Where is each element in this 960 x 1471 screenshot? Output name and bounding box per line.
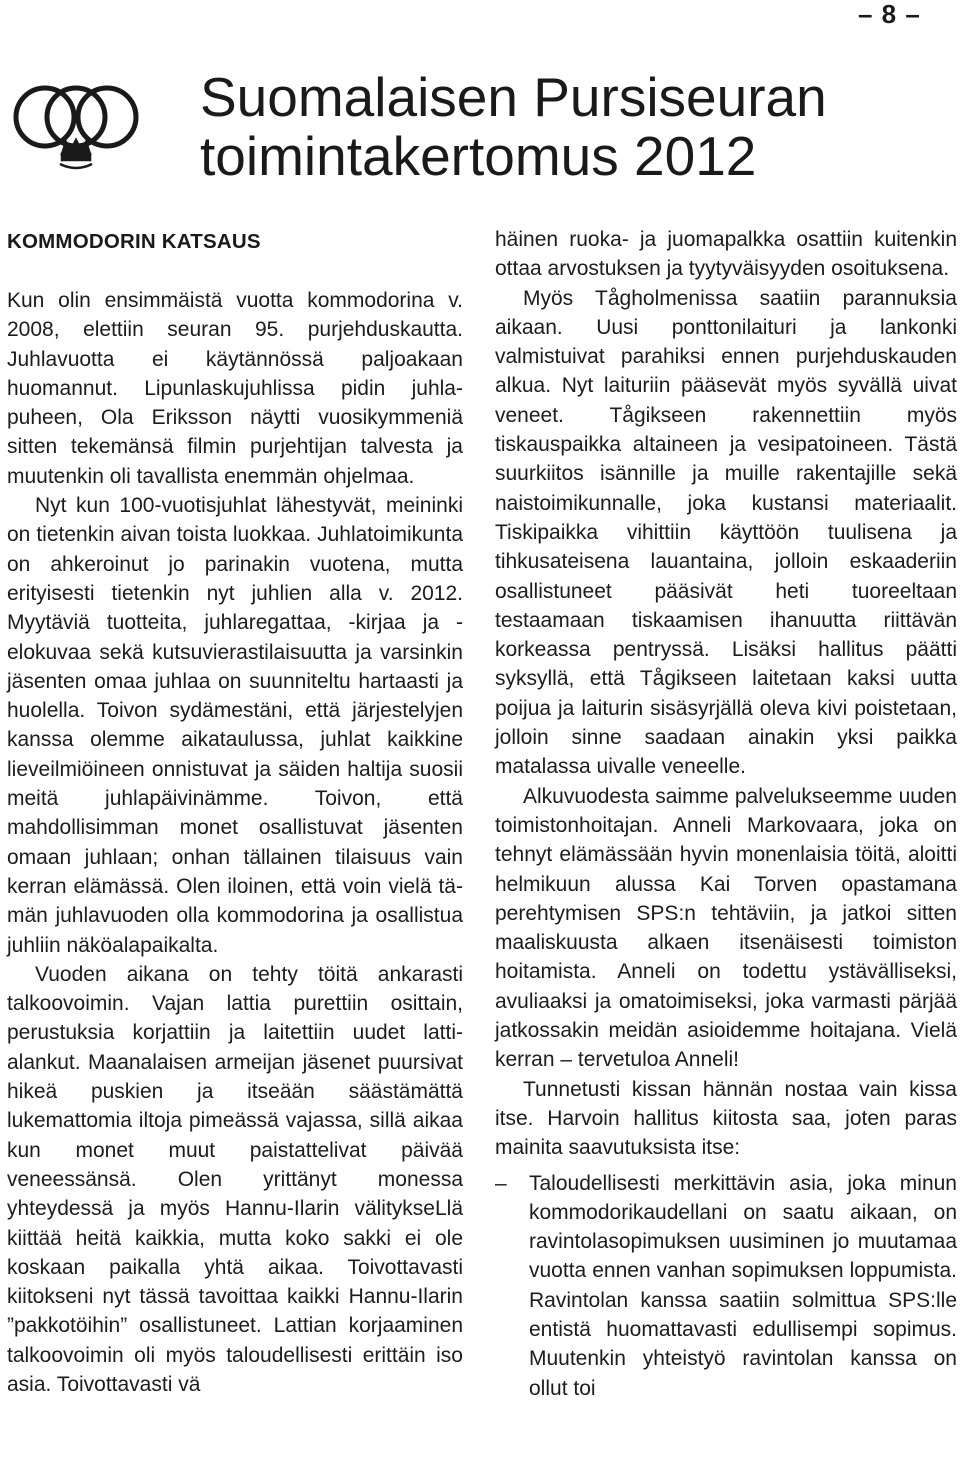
paragraph: Alkuvuodesta saimme palvelukseemme uuden toimistonhoitajan. Anneli Markovaara, joka on tehnyt elämässään hyvin monenlaisia töitä, aloitti helmikuun alussa Kai Torven opastamana perehtymisen SPS:n tehtäviin, ja jatkoi sitten maaliskuusta alkaen itsenäisesti toimiston hoitamista. Anneli on todettu ystävälliseksi, avuliaaksi ja omatoimiseksi, joka varmasti pärjää jatkossakin meidän asioidemme hoitajana. Vielä kerran – tervetuloa Anneli! <box>495 784 957 1072</box>
right-column <box>495 225 957 1403</box>
paragraph: Tunnetusti kissan hännän nostaa vain kissa itse. Harvoin hallitus kiitosta saa, joten paras mainita saavutuksista itse: <box>495 1077 957 1160</box>
page-number: – 8 – <box>858 0 921 29</box>
page-title: Suomalaisen Pursiseuran toimintakertomus 2012 <box>200 66 827 187</box>
paragraph: Myös Tågholmenissa saatiin parannuksia aikaan. Uusi ponttonilaituri ja lankonki valmistuivat parahiksi ennen purjehduskauden alkua. Nyt laituriin pääsevät myös syvällä uivat veneet. Tågikseen rakennettiin myös tiskauspaikka altaineen ja vesipatoineen. Tästä suurkiitos isännille ja muille rakentajille sekä naistoimikunnalle, joka kustansi materiaalit. Tiskipaikka vihittiin käyttöön tuulisena ja tihkusateisena lauantaina, jolloin eskaaderiin osallistuneet pääsivät heti tuoreeltaan testaamaan tiskaamisen ihanuutta riittävän korkeassa pentryssä. Lisäksi hallitus päätti syksyllä, että Tågikseen laitetaan kaksi uutta poijua ja laiturin sisäsyrjällä oleva kivi poistetaan, jolloin sinne saadaan ainakin yksi paikka matalassa uivalle veneelle. <box>495 286 957 779</box>
paragraph: Nyt kun 100-vuotisjuhlat lähestyvät, meininki on tietenkin aivan toista luokkaa. Juhlatoimikunta on ahkeroinut jo parinakin vuotena, mutta erityisesti tietenkin nyt juhlien alla v. 2012. Myytäviä tuotteita, juhlaregattaa, -kirjaa ja -elokuvaa sekä kutsuvierastilaisuutta ja varsinkin jäsenten omaa juhlaa on suunniteltu hartaasti ja huolella. Toivon sydämestäni, että järjestelyjen kanssa olemme aikataulussa, juhlat kaikkine lieveilmiöineen onnistuvat ja säiden haltija suosii meitä juhlapäivinämme. Toivon, että mahdollisimman monet osallistuvat jäsenten omaan juhlaan; onhan tällainen tilaisuus vain kerran elämässä. Olen iloinen, että voin vielä tämän juhlavuoden olla kommodorina ja osallistua juhliin näköalapaikalta. <box>7 494 463 957</box>
section-heading: KOMMODORIN KATSAUS <box>7 230 261 253</box>
sps-logo-icon <box>8 62 144 180</box>
list-item-text: Taloudellisesti merkittävin asia, joka minun kommodorikaudellani on saatu aikaan, on ravintolasopimuksen uusiminen jo muutamaa vuotta ennen vanhan sopimuksen loppumista. Ravintolan kanssa saatiin solmittua SPS:lle entistä huomattavasti edullisempi sopimus. Muutenkin yhteistyö ravintolan kanssa on ollut toi <box>529 1171 957 1400</box>
paragraph: häinen ruoka- ja juomapalkka osattiin kuitenkin ottaa arvostuksen ja tyytyväisyyden osoituksena. <box>495 228 957 281</box>
left-column <box>7 286 463 1399</box>
list-item <box>495 1169 957 1403</box>
paragraph: Vuoden aikana on tehty töitä ankarasti talkoovoimin. Vajan lattia purettiin osittain, perustuksia korjattiin ja laitettiin uudet lattialankut. Maanalaisen armeijan jäsenet puursivat hikeä puskien ja itseään säästämättä lukemattomia iltoja pimeässä vajassa, sillä aikaa kun monet muut paistattelivat päivää veneessänsä. Olen yrittänyt monessa yhteydessä ja myös Hannu-Ilarin välitykseLlä kiittää heitä kaikkia, mutta koko sakki ei ole koskaan paikalla yhtä aikaa. Toivottavasti kiitokseni nyt tässä tavoittaa kaikki Hannu-Ilarin ”pakkotöihin” osallistuneet. Lattian korjaaminen talkoovoimin oli myös taloudellisesti erittäin iso asia. Toivottavasti vä <box>7 962 463 1396</box>
club-logo <box>8 62 144 180</box>
bullet-marker: – <box>495 1171 507 1195</box>
paragraph: Kun olin ensimmäistä vuotta kommodorina v. 2008, elettiin seuran 95. purjehduskautta. Juhlavuotta ei käytännössä paljoakaan huomannut. Lipunlaskujuhlissa pidin juhlapuheen, Ola Eriksson näytti vuosikymmeniä sitten tekemänsä filmin purjehtijan talvesta ja muutenkin oli tavallista enemmän ohjelmaa. <box>7 289 463 488</box>
achievements-list <box>495 1169 957 1403</box>
